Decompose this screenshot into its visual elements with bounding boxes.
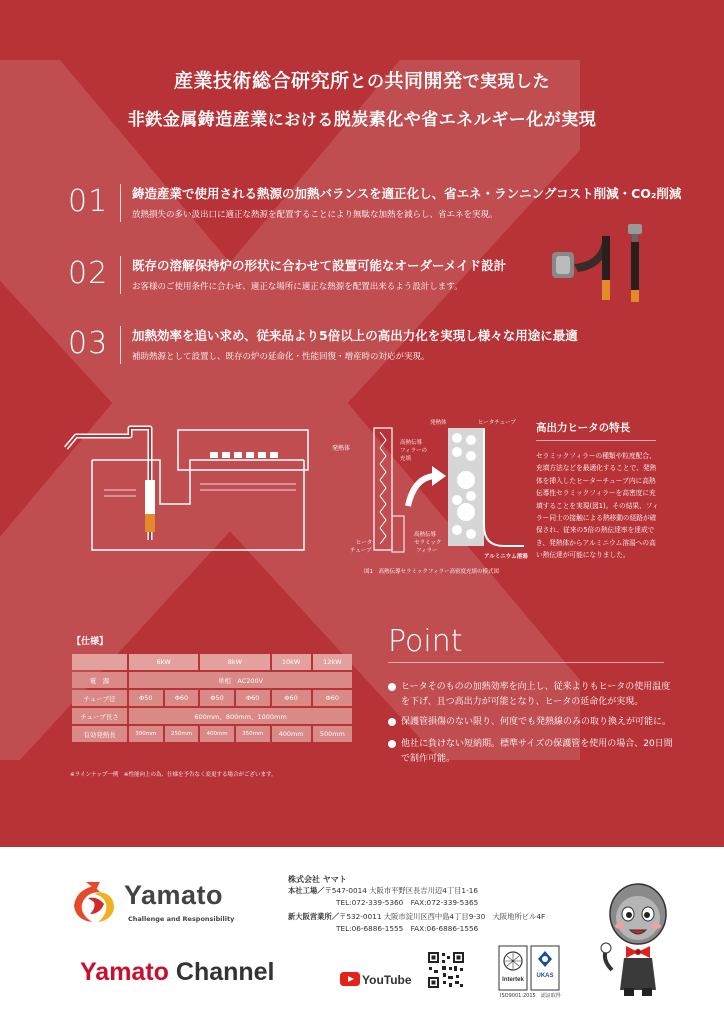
ukas-label: UKAS — [536, 973, 554, 979]
address-hq: 本社工場／〒547-0014 大阪市平野区長吉川辺4丁目1-16 — [288, 886, 478, 895]
heater-section-schematic — [328, 416, 528, 566]
feature-number: 03 — [68, 326, 109, 361]
table-cell: Φ60 — [236, 690, 270, 706]
point-title: Point — [388, 624, 463, 659]
table-cell: Φ60 — [272, 690, 311, 706]
table-cell: Φ60 — [313, 690, 352, 706]
headline-line-1: 産業技術総合研究所との共同開発で実現した — [173, 70, 551, 92]
table-cell: 12kW — [313, 654, 352, 670]
youtube-icon[interactable] — [340, 972, 360, 986]
feature-description: お客様のご使用条件に合わせ、適正な場所に適正な熱源を配置出来るよう設計します。 — [132, 282, 463, 292]
label-heater-element-2: 発熱体 — [430, 420, 447, 426]
label-heater-tube: ヒータチューブ — [478, 420, 516, 426]
table-cell: 350mm — [236, 726, 270, 742]
feature-divider — [120, 184, 121, 222]
headline-line-2: 非鉄金属鋳造産業における脱炭素化や省エネルギー化が実現 — [127, 110, 597, 130]
table-cell: 400mm — [272, 726, 311, 742]
spec-table — [70, 652, 354, 744]
table-cell: 400mm — [200, 726, 234, 742]
feature-divider — [120, 256, 121, 294]
table-cell — [72, 654, 127, 670]
point-text: 他社に負けない短納期。標準サイズの保護管を使用の場合、20日間で制作可能。 — [401, 739, 673, 764]
table-cell: Φ50 — [200, 690, 234, 706]
table-cell: 250mm — [165, 726, 199, 742]
point-text: 保護管損傷のない限り、何度でも発熱線のみの取り換えが可能に。 — [401, 717, 672, 727]
iso-caption: ISO9001:2015 認証取得 — [500, 993, 561, 999]
logo-tagline: Challenge and Responsibility — [128, 915, 235, 923]
table-cell: 300mm — [129, 726, 163, 742]
address-branch: 新大阪営業所／〒532-0011 大阪市淀川区西中島4丁目9-30 大阪地所ビル4F — [288, 912, 546, 921]
table-cell: チューブ長さ — [72, 708, 127, 724]
table-cell: 500mm — [313, 726, 352, 742]
table-cell: 電 源 — [72, 672, 127, 688]
point-text: ヒータそのものの加熱効率を向上し、従来よりもヒータの使用温度を下げ、且つ高出力が可能となり、ヒータの延命化が実現。 — [401, 682, 671, 707]
yamato-logo-icon — [70, 880, 120, 926]
label-filler-1: 高熱伝導 — [400, 440, 423, 446]
label-filler-3: 充填 — [400, 456, 412, 462]
feature-title: 鋳造産業で使用される熱源の加熱バランスを適正化し、省エネ・ランニングコスト削減・CO₂削減 — [132, 186, 682, 201]
feature-number: 01 — [68, 184, 109, 219]
label-tube-2: チューブ — [350, 548, 372, 554]
bullet-icon — [388, 740, 396, 748]
feature-description: 放熱損失の多い汲出口に適正な熱源を配置することにより無駄な加熱を減らし、省エネを実現。 — [132, 210, 498, 220]
table-cell: 6kW — [129, 654, 198, 670]
point-item — [388, 680, 678, 710]
table-cell: 10kW — [272, 654, 311, 670]
bullet-icon — [388, 683, 396, 691]
table-cell: Φ60 — [165, 690, 199, 706]
table-cell: 8kW — [200, 654, 269, 670]
feature-number: 02 — [68, 256, 109, 291]
label-filler-2: フィラーの — [400, 448, 428, 454]
label-aluminum: アルミニウム溶湯 — [484, 554, 528, 560]
table-row — [72, 654, 352, 670]
table-cell: 有効発熱長 — [72, 726, 127, 742]
mascot-illustration — [596, 880, 696, 1000]
figure-caption: 図1 高熱伝導セラミックフィラー高密度充填の模式図 — [364, 569, 499, 575]
feature-title: 加熱効率を追い求め、従来品より5倍以上の高出力化を実現し様々な用途に最適 — [132, 328, 578, 343]
feature-description: 補助熱源として設置し、既存の炉の延命化・性能回復・増産時の対応が実現。 — [132, 352, 430, 362]
spec-heading: 【仕様】 — [72, 637, 109, 647]
intertek-label: Intertek — [502, 977, 524, 983]
label-ceramic-3: フィラー — [416, 548, 438, 554]
table-cell: Φ50 — [129, 690, 163, 706]
certification-badges — [498, 945, 560, 991]
table-row — [72, 726, 352, 742]
table-row — [72, 672, 352, 688]
youtube-label[interactable]: YouTube — [362, 973, 412, 987]
furnace-diagram — [60, 410, 330, 570]
feature-divider — [120, 326, 121, 364]
yamato-channel-title: Yamato Channel — [80, 958, 275, 986]
qr-code[interactable] — [426, 950, 466, 990]
contact-hq: TEL:072-339-5360 FAX:072-339-5365 — [336, 898, 479, 907]
heater-product-photo — [548, 222, 658, 306]
company-name: 株式会社 ヤマト — [288, 875, 347, 884]
point-item — [388, 715, 678, 730]
table-cell: 600mm、800mm、1000mm — [129, 708, 352, 724]
logo-wordmark: Yamato — [124, 880, 224, 910]
table-row — [72, 690, 352, 706]
label-tube-1: ヒータ — [356, 540, 373, 546]
feature-title: 既存の溶解保持炉の形状に合わせて設置可能なオーダーメイド設計 — [132, 258, 507, 273]
point-item — [388, 737, 678, 767]
label-ceramic-1: 高熱伝導 — [414, 532, 437, 538]
label-heater-element: 発熱体 — [332, 445, 351, 452]
feature-box-rule — [536, 440, 656, 441]
label-ceramic-2: セラミック — [414, 540, 442, 546]
contact-branch: TEL:06-6886-1555 FAX:06-6886-1556 — [336, 924, 479, 933]
feature-box-body: セラミックフィラーの種類や粒度配合、充填方法などを最適化することで、発熱体を挿入したヒーターチューブ内に高熱伝導性セラミックフィラーを高密度に充填することを実現(図1)。その結果、フィラー同士の接触による熱移動の経路が確保され、従来の5倍の熱伝達率を達成でき、発熱体からアルミニウム溶湯への高い熱伝達が可能になりました。 — [536, 452, 659, 560]
point-rule — [388, 662, 664, 663]
spec-note: ※ラインナップ一例 ※性能向上の為、仕様を予告なく変更する場合がございます。 — [70, 772, 277, 778]
bullet-icon — [388, 718, 396, 726]
table-row — [72, 708, 352, 724]
table-cell: チューブ径 — [72, 690, 127, 706]
table-cell: 単相 AC200V — [129, 672, 352, 688]
feature-box-heading: 高出力ヒータの特長 — [536, 422, 631, 434]
